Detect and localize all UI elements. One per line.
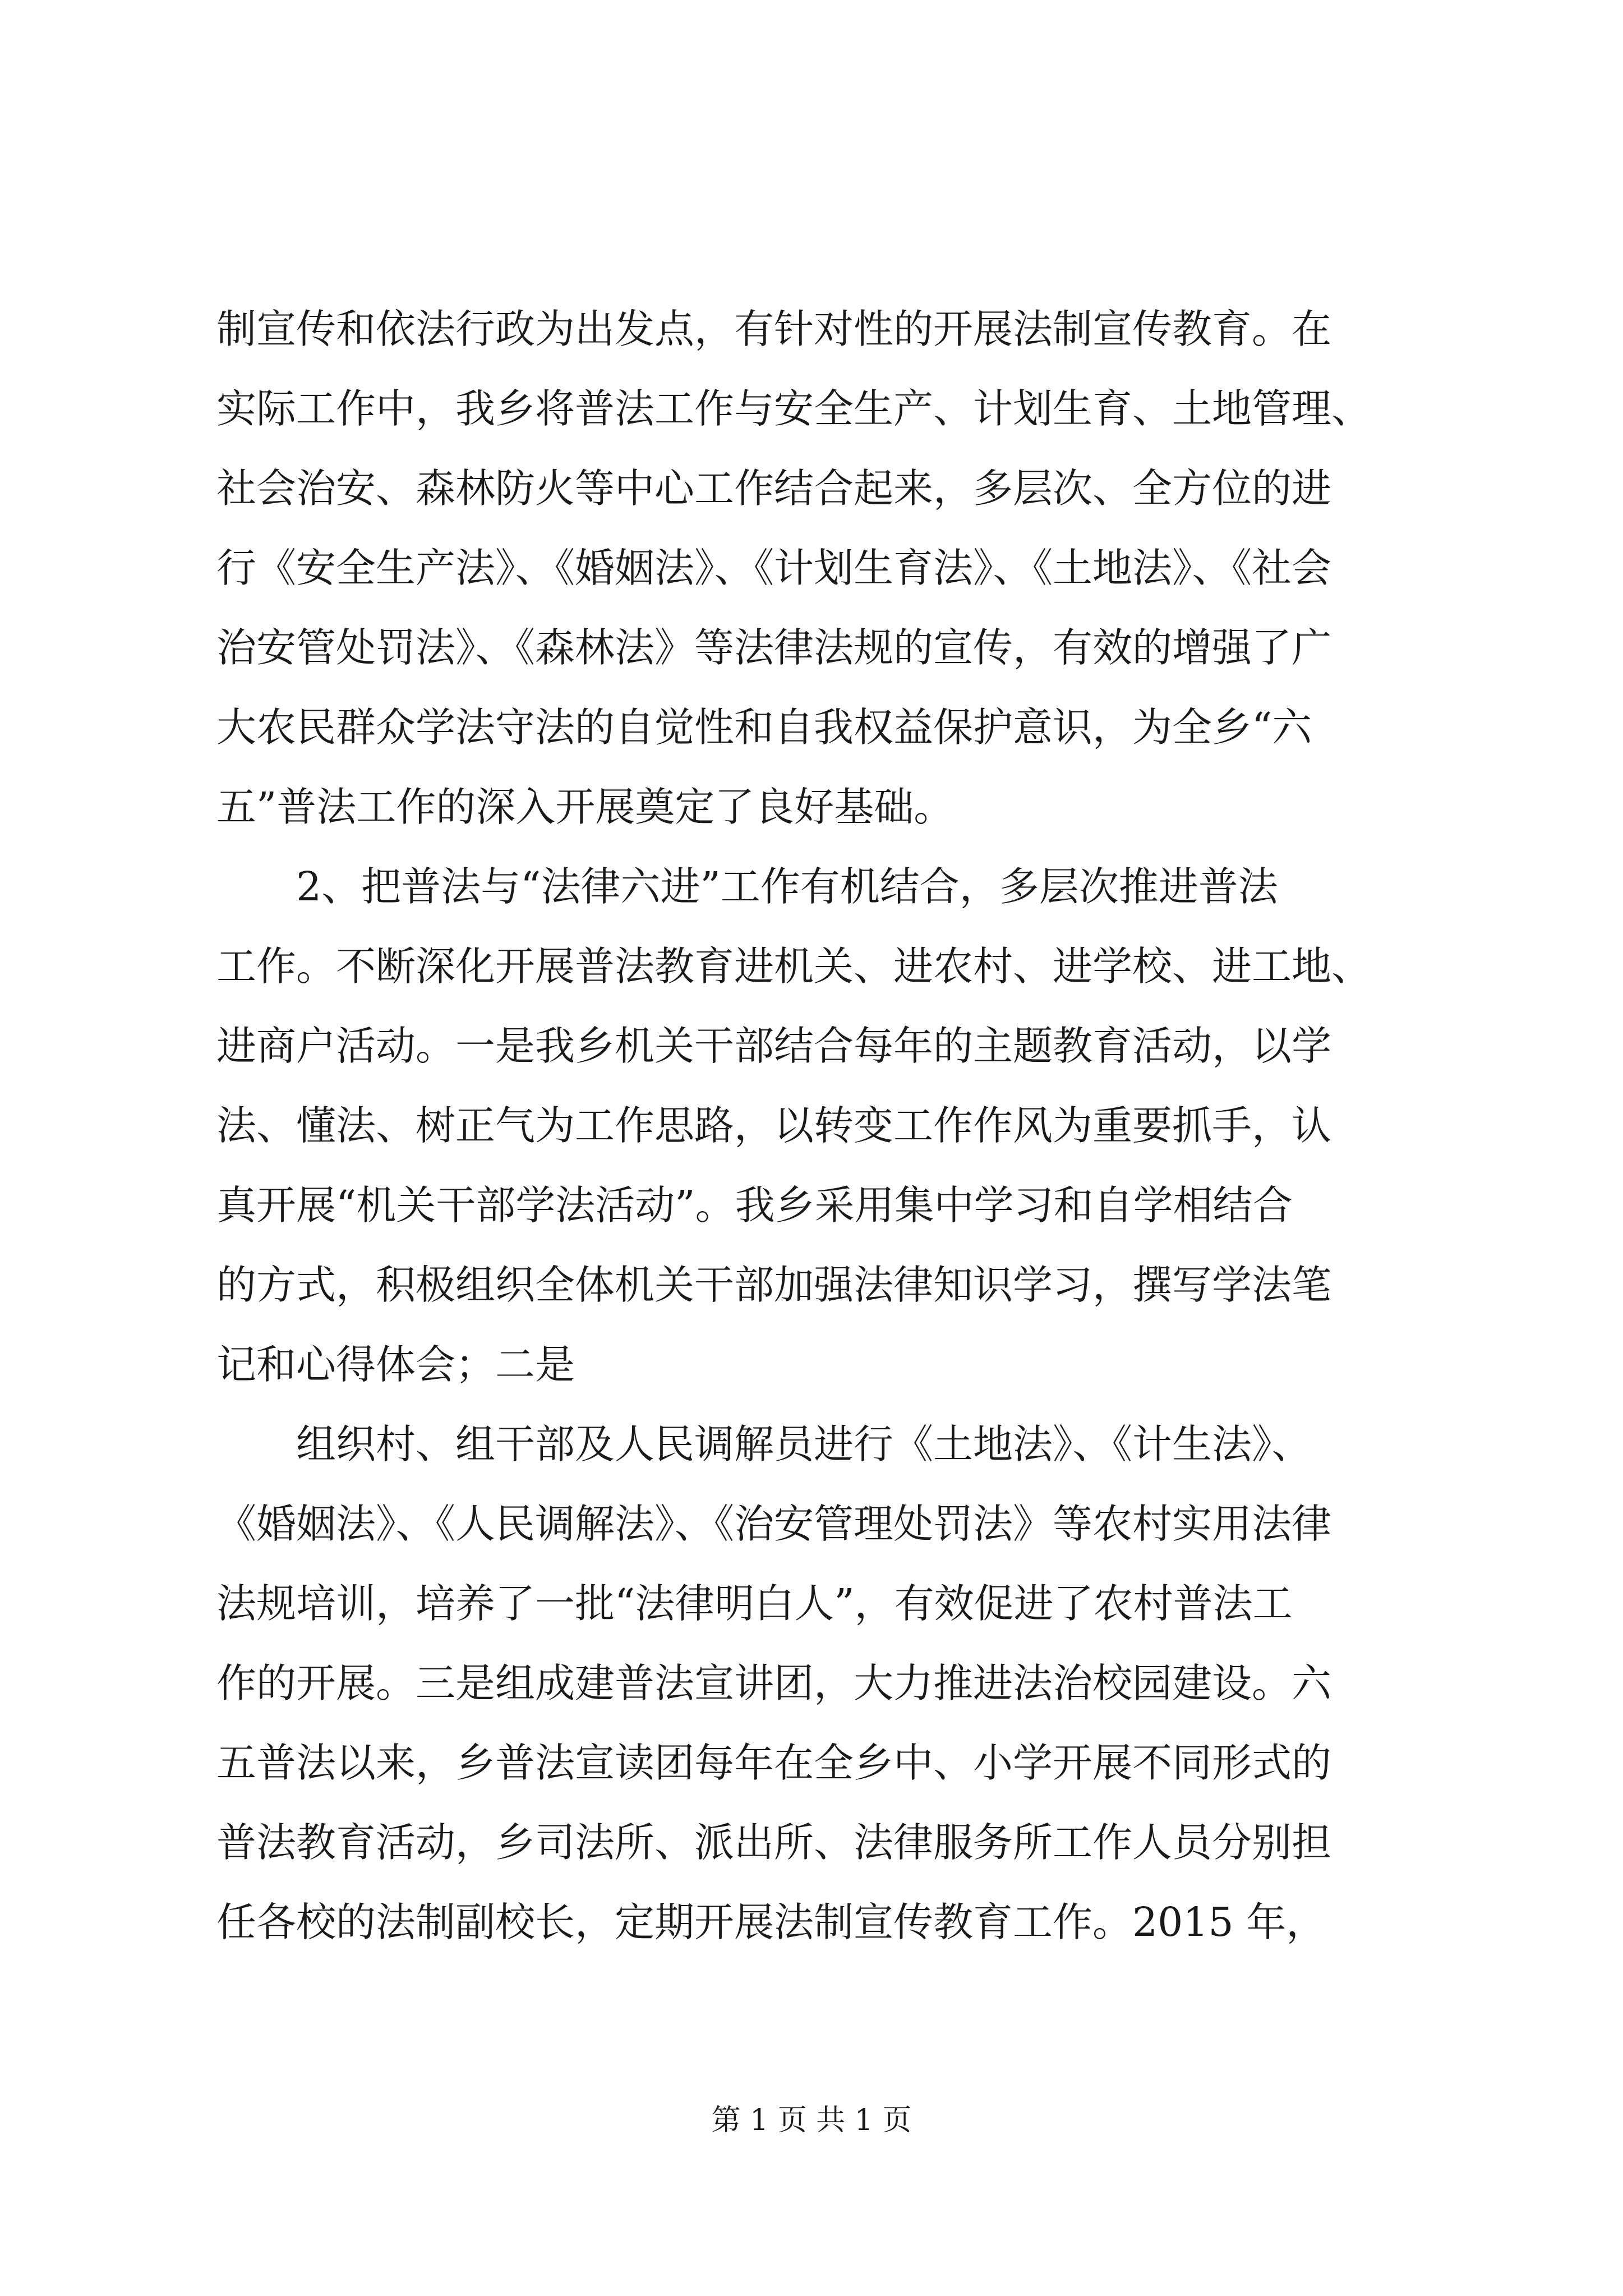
text-line: 作的开展。三是组成建普法宣讲团，大力推进法治校园建设。六 (216, 1660, 1332, 1706)
text-line: 五”普法工作的深入开展奠定了良好基础。 (216, 784, 954, 830)
document-body (216, 289, 1411, 1962)
text-line: 组织村、组干部及人民调解员进行《土地法》、《计生法》、 (296, 1421, 1312, 1467)
text-line: 普法教育活动，乡司法所、派出所、法律服务所工作人员分别担 (216, 1819, 1332, 1866)
page-footer (0, 2101, 1623, 2140)
text-line: 治安管处罚法》、《森林法》等法律法规的宣传，有效的增强了广 (216, 624, 1332, 671)
paragraph-2 (216, 847, 1411, 1405)
text-line: 实际工作中，我乡将普法工作与安全生产、计划生育、土地管理、 (216, 385, 1372, 432)
text-line: 五普法以来，乡普法宣读团每年在全乡中、小学开展不同形式的 (216, 1740, 1332, 1786)
text-line: 大农民群众学法守法的自觉性和自我权益保护意识，为全乡“六 (216, 704, 1312, 751)
text-line: 工作。不断深化开展普法教育进机关、进农村、进学校、进工地、 (216, 943, 1372, 990)
text-line: 社会治安、森林防火等中心工作结合起来，多层次、全方位的进 (216, 465, 1332, 512)
text-line: 2、把普法与“法律六进”工作有机结合，多层次推进普法 (296, 863, 1278, 910)
text-line: 法规培训，培养了一批“法律明白人”，有效促进了农村普法工 (216, 1580, 1293, 1627)
text-line: 的方式，积极组织全体机关干部加强法律知识学习，撰写学法笔 (216, 1262, 1332, 1308)
text-line: 真开展“机关干部学法活动”。我乡采用集中学习和自学相结合 (216, 1182, 1293, 1228)
paragraph-1 (216, 289, 1411, 847)
text-line: 记和心得体会；二是 (216, 1341, 575, 1388)
text-line: 《婚姻法》、《人民调解法》、《治安管理处罚法》等农村实用法律 (216, 1501, 1332, 1547)
text-line: 进商户活动。一是我乡机关干部结合每年的主题教育活动，以学 (216, 1023, 1332, 1069)
text-line: 法、懂法、树正气为工作思路，以转变工作作风为重要抓手，认 (216, 1102, 1332, 1149)
paragraph-3 (216, 1405, 1411, 1962)
text-line: 行《安全生产法》、《婚姻法》、《计划生育法》、《土地法》、《社会 (216, 545, 1332, 591)
text-line: 制宣传和依法行政为出发点，有针对性的开展法制宣传教育。在 (216, 306, 1332, 352)
page-number: 第 1 页 共 1 页 (711, 2104, 912, 2137)
text-line: 任各校的法制副校长，定期开展法制宣传教育工作。2015 年， (216, 1899, 1326, 1945)
